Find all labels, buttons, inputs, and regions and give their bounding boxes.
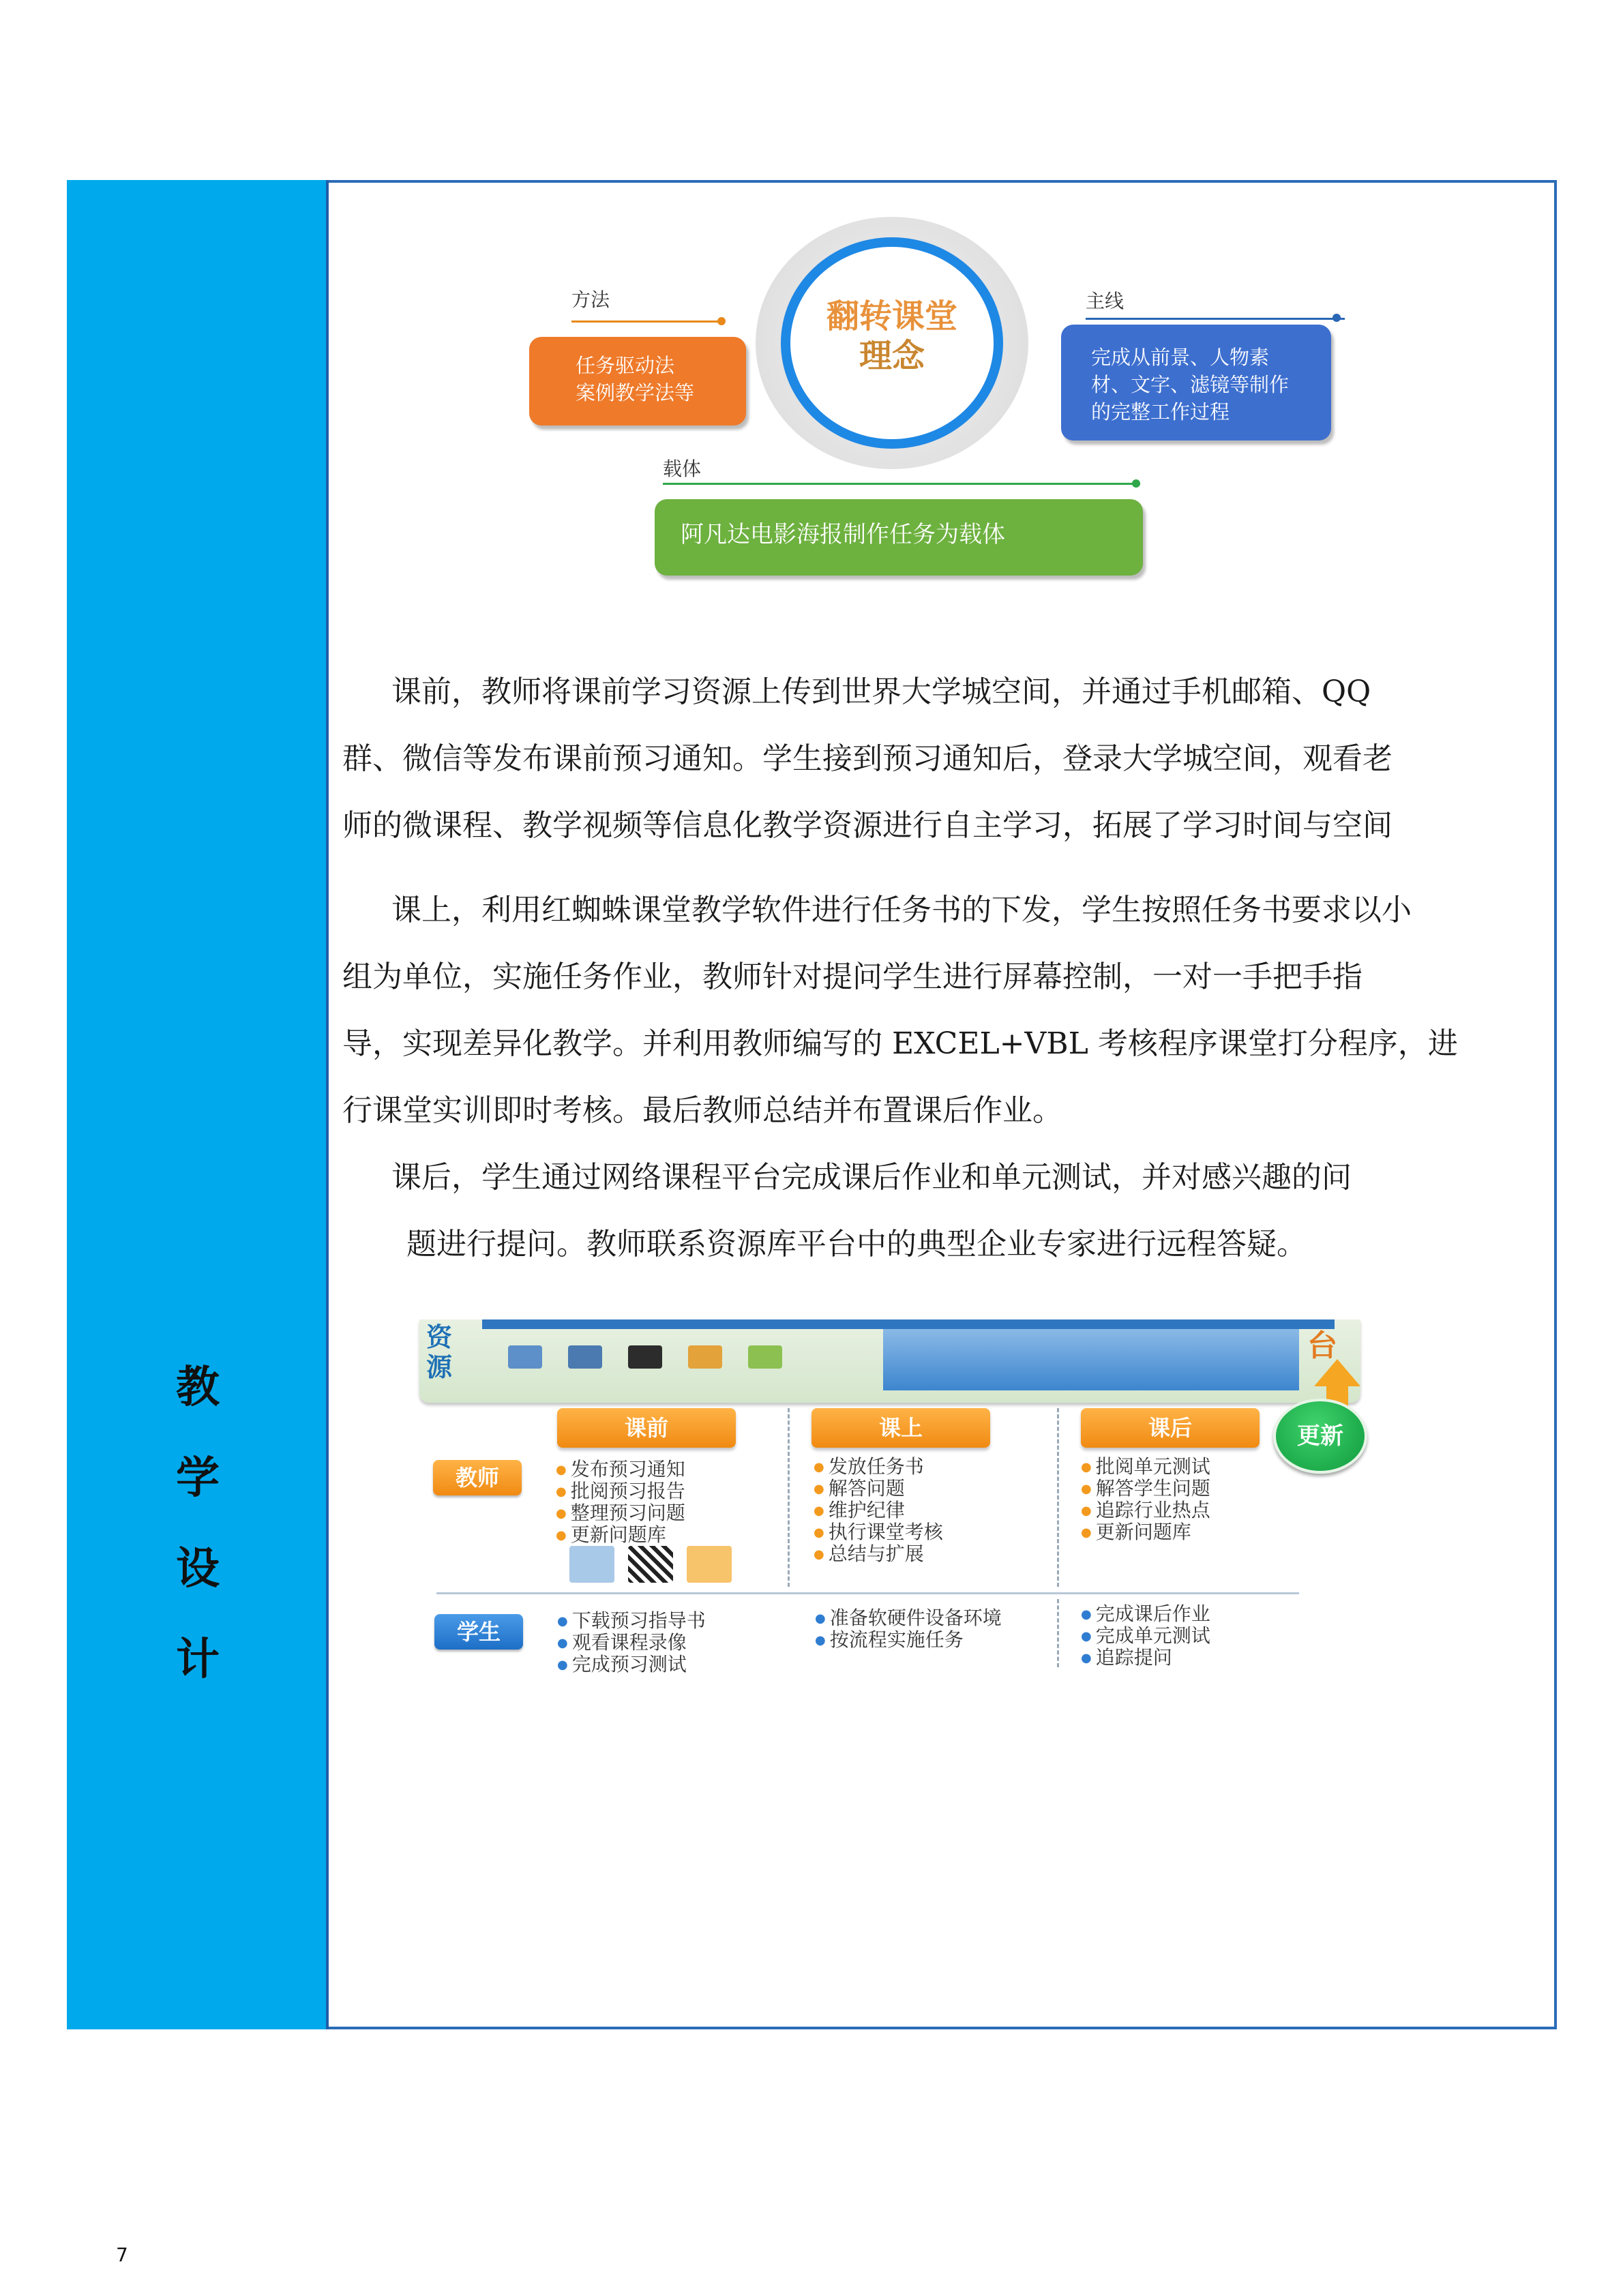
mainline-line	[1086, 318, 1345, 320]
sidebar	[67, 180, 329, 2029]
paragraph-after-class: 课后，学生通过网络课程平台完成课后作业和单元测试，并对感兴趣的问 题进行提问。教师联系资源库平台中的典型企业专家进行远程答疑。	[391, 1160, 1352, 1262]
banner-right-text: 台	[1307, 1328, 1337, 1363]
banner-title: 资 源	[426, 1322, 453, 1382]
wechat-icon	[687, 1546, 732, 1583]
phase-after-class: 课后	[1081, 1408, 1260, 1448]
student-tasks-before: ● 下载预习指导书 ● 观看课程录像 ● 完成预习测试	[557, 1610, 706, 1675]
pc-icon	[508, 1345, 542, 1369]
carrier-line	[663, 483, 1140, 485]
method-line	[571, 320, 721, 323]
paragraph-in-class: 课上，利用红蜘蛛课堂教学软件进行任务书的下发，学生按照任务书要求以小 组为单位，实施任务作业，教师针对提问学生进行屏幕控制，一对一手把手指 导，实现差异化教学。并利用教师编写的 EXCEL+VBL 考核程序课堂打分程序，进 行课堂实训即时考核。最后教师总结并布置课后作业。	[342, 893, 1458, 1128]
method-label: 方法	[571, 288, 610, 311]
mainline-dot	[1332, 314, 1341, 322]
role-student: 学生	[434, 1614, 523, 1650]
teacher-tasks-before: ● 发布预习通知 ● 批阅预习报告 ● 整理预习问题 ● 更新问题库	[556, 1459, 685, 1546]
workflow-figure	[406, 1320, 1374, 1688]
flipped-classroom-diagram	[518, 205, 1357, 600]
qr-code-icon	[628, 1546, 673, 1583]
center-circle-text: 翻转课堂 理念	[826, 297, 957, 375]
mainline-label: 主线	[1086, 290, 1125, 312]
banner-strip	[482, 1320, 1335, 1329]
method-dot	[717, 317, 726, 325]
mainline-box: 完成从前景、人物素 材、文字、滤镜等制作 的完整工作过程	[1061, 325, 1331, 441]
phase-in-class: 课上	[812, 1408, 990, 1448]
laptop-icon	[568, 1345, 602, 1369]
phase-before-class: 课前	[557, 1408, 736, 1448]
carrier-label: 载体	[663, 458, 702, 480]
palette-icon	[688, 1345, 722, 1369]
role-separator	[436, 1592, 1299, 1594]
method-box: 任务驱动法 案例教学法等	[529, 337, 746, 426]
resource-banner	[419, 1320, 1360, 1403]
carrier-box: 阿凡达电影海报制作任务为载体	[655, 499, 1143, 576]
video-icon	[628, 1345, 662, 1369]
banner-panel	[883, 1329, 1299, 1390]
page-number: 7	[116, 2243, 128, 2266]
up-arrow-icon	[1314, 1359, 1360, 1386]
carrier-dot	[1132, 479, 1140, 488]
separator-3	[1057, 1599, 1059, 1667]
separator-1	[788, 1408, 790, 1587]
teacher-tasks-in: ● 发放任务书 ● 解答问题 ● 维护纪律 ● 执行课堂考核 ● 总结与扩展	[814, 1456, 943, 1565]
student-tasks-after: ● 完成课后作业 ● 完成单元测试 ● 追踪提问	[1081, 1603, 1210, 1669]
qq-icon	[569, 1546, 614, 1583]
role-teacher: 教师	[433, 1460, 522, 1495]
separator-2	[1057, 1408, 1059, 1587]
student-tasks-in: ● 准备软硬件设备环境 ● 按流程实施任务	[815, 1607, 1002, 1651]
paragraph-before-class: 课前，教师将课前学习资源上传到世界大学城空间，并通过手机邮箱、QQ 群、微信等发布课前预习通知。学生接到预习通知后，登录大学城空间，观看老 师的微课程、教学视频等信息化教学资源进行自主学习，拓展了学习时间与空间	[342, 674, 1393, 843]
teacher-tasks-after: ● 批阅单元测试 ● 解答学生问题 ● 追踪行业热点 ● 更新问题库	[1081, 1456, 1210, 1543]
update-badge: 更新	[1273, 1399, 1367, 1474]
user-icon	[748, 1345, 782, 1369]
sidebar-title: 教 学 设 计	[176, 1362, 220, 1685]
